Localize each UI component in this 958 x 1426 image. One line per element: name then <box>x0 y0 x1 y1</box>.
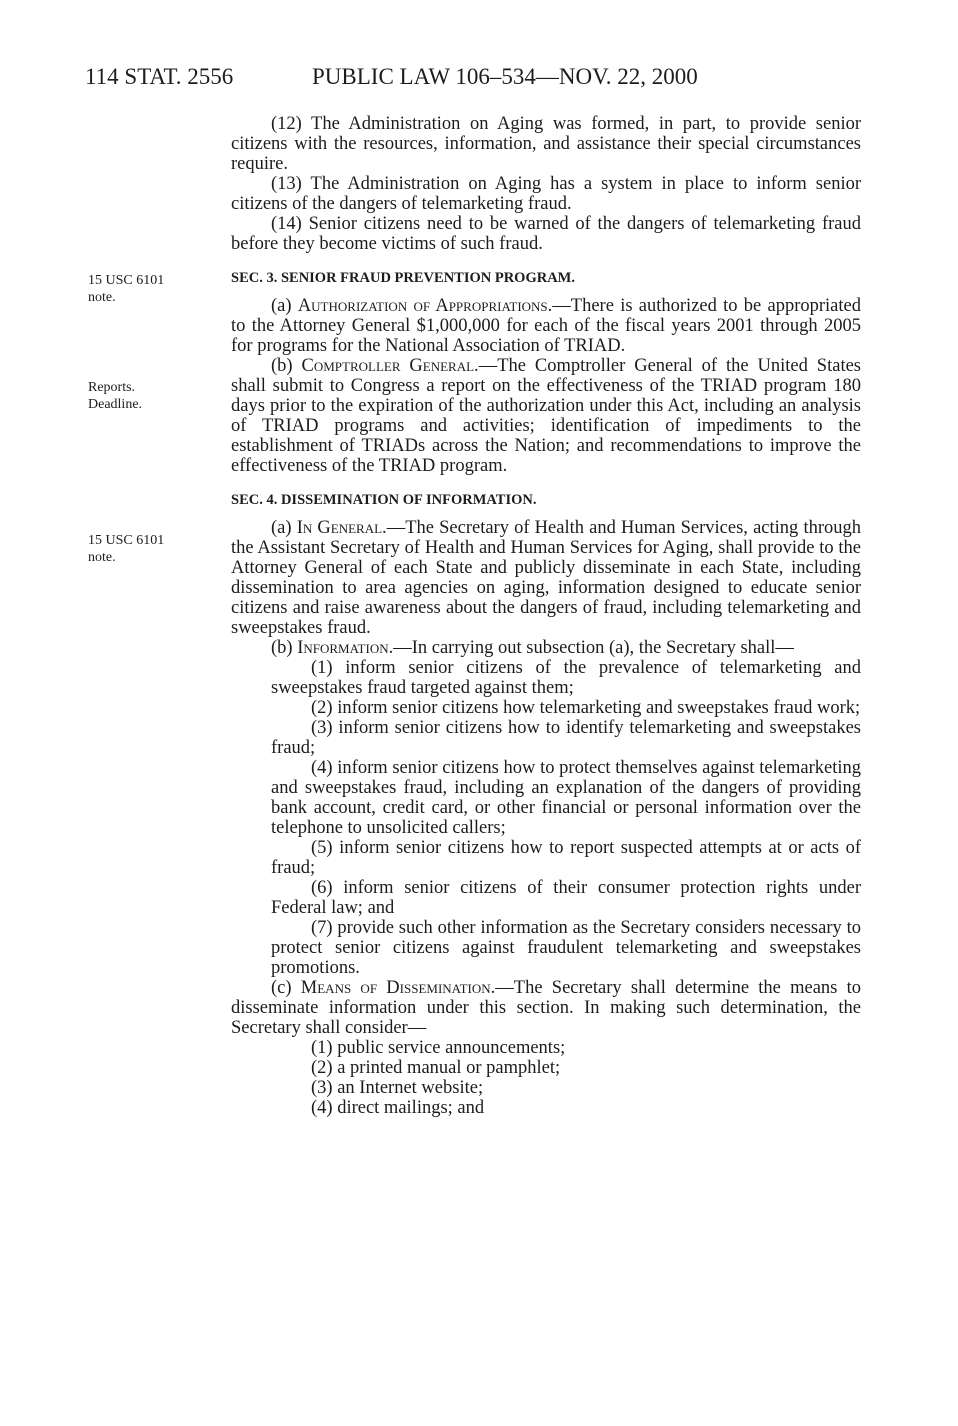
sec4-a-title: In General. <box>296 518 387 538</box>
sec4-subsection-b <box>231 638 861 658</box>
sec3-b-title: Comptroller General. <box>301 356 479 376</box>
sec3-subsection-a <box>231 296 861 356</box>
document-body <box>231 114 861 1118</box>
sec3-b-label: (b) <box>271 356 293 376</box>
public-law-title: PUBLIC LAW 106–534—NOV. 22, 2000 <box>312 64 698 89</box>
sec4-b-item-5: (5) inform senior citizens how to report suspected attempts at or acts of fraud; <box>271 838 861 878</box>
finding-14: (14) Senior citizens need to be warned of the dangers of telemarketing fraud before they become victims of such fraud. <box>231 214 861 254</box>
sec4-c-label: (c) <box>271 978 292 998</box>
sec4-b-title: Information. <box>297 638 394 658</box>
finding-12: (12) The Administration on Aging was formed, in part, to provide senior citizens with the resources, information, and assistance their special circumstances require. <box>231 114 861 174</box>
sec4-b-item-6: (6) inform senior citizens of their consumer protection rights under Federal law; and <box>271 878 861 918</box>
sec4-c-item-4: (4) direct mailings; and <box>311 1098 485 1118</box>
sec4-b-item-2: (2) inform senior citizens how telemarketing and sweepstakes fraud work; <box>311 698 861 718</box>
sec3-subsection-b <box>231 356 861 476</box>
sec4-c-text: —The Secretary shall determine the means to disseminate information under this section. In making such determination, the Secretary shall consider— <box>231 978 862 1038</box>
sec4-subsection-a <box>231 518 861 638</box>
sec3-b-text: —The Comptroller General of the United States shall submit to Congress a report on the effectiveness of the TRIAD program 180 days prior to the expiration of the authorization under this Act, including an analysis of TRIAD programs and activities; identification of impediments to the establishment of TRIADs across the Nation; and recommendations to improve the effectiveness of the TRIAD program. <box>231 356 861 476</box>
sec4-c-title: Means of Dissemination. <box>300 978 496 998</box>
sec4-a-text: —The Secretary of Health and Human Services, acting through the Assistant Secretary of Health and Human Services for Aging, shall provide to the Attorney General of each State and publicly disseminate in each State, including dissemination to area agencies on aging, information designed to educate senior citizens and raise awareness about the dangers of fraud, including telemarketing and sweepstakes fraud. <box>231 518 862 638</box>
sec4-b-item-4: (4) inform senior citizens how to protect themselves against telemarketing and sweepstakes fraud, including an explanation of the dangers of providing bank account, credit card, or other financial or personal information over the telephone to unsolicited callers; <box>271 758 861 838</box>
statute-citation: 114 STAT. 2556 <box>85 64 234 89</box>
sec4-b-item-3: (3) inform senior citizens how to identify telemarketing and sweepstakes fraud; <box>271 718 861 758</box>
margin-note-usc-sec3: 15 USC 6101 note. <box>88 273 165 305</box>
sec4-a-label: (a) <box>271 518 292 538</box>
sec4-b-text: —In carrying out subsection (a), the Secretary shall— <box>393 638 794 658</box>
sec4-heading: SEC. 4. DISSEMINATION OF INFORMATION. <box>231 492 537 508</box>
margin-note-reports-deadline: Reports. Deadline. <box>88 380 143 412</box>
sec3-a-title: Authorization of Appropriations. <box>297 296 553 316</box>
sec4-c-item-3: (3) an Internet website; <box>311 1078 484 1098</box>
sec3-a-text: —There is authorized to be appropriated to the Attorney General $1,000,000 for each of the fiscal years 2001 through 2005 for programs for the National Association of TRIAD. <box>231 296 861 356</box>
sec3-a-label: (a) <box>271 296 292 316</box>
page-header <box>0 64 958 94</box>
sec4-b-item-1: (1) inform senior citizens of the prevalence of telemarketing and sweepstakes fraud targeted against them; <box>271 658 861 698</box>
margin-note-usc-sec4: 15 USC 6101 note. <box>88 533 165 565</box>
sec4-c-item-2: (2) a printed manual or pamphlet; <box>311 1058 561 1078</box>
sec3-heading: SEC. 3. SENIOR FRAUD PREVENTION PROGRAM. <box>231 270 575 286</box>
sec4-b-label: (b) <box>271 638 293 658</box>
sec4-subsection-c <box>231 978 861 1038</box>
sec4-c-item-1: (1) public service announcements; <box>311 1038 566 1058</box>
finding-13: (13) The Administration on Aging has a system in place to inform senior citizens of the dangers of telemarketing fraud. <box>231 174 861 214</box>
sec4-b-item-7: (7) provide such other information as the Secretary considers necessary to protect senior citizens against fraudulent telemarketing and sweepstakes promotions. <box>271 918 861 978</box>
